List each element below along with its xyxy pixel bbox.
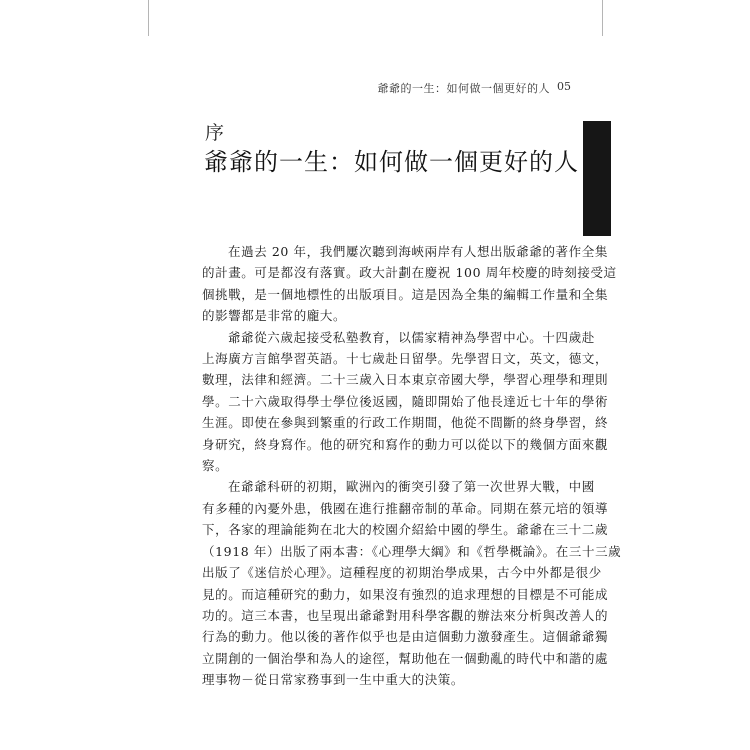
crop-mark <box>148 0 149 36</box>
text-line: 行為的動力。他以後的著作似乎也是由這個動力激發產生。這個爺爺獨 <box>202 629 609 645</box>
text-line: 在爺爺科研的初期，歐洲內的衝突引發了第一次世界大戰，中國 <box>228 479 595 495</box>
paragraph-3 <box>202 476 622 690</box>
text-line: 出版了《迷信於心理》。這種程度的初期治學成果，古今中外都是很少 <box>202 565 602 581</box>
section-kicker: 序 <box>205 122 225 144</box>
text-line: 的計畫。可是都沒有落實。政大計劃在慶祝 100 周年校慶的時刻接受這 <box>202 265 617 281</box>
page-number: 05 <box>557 80 571 93</box>
running-header-title: 爺爺的一生：如何做一個更好的人 <box>377 82 550 95</box>
text-line: 下，各家的理論能夠在北大的校園介紹給中國的學生。爺爺在三十二歲 <box>202 522 609 538</box>
chapter-title: 爺爺的一生：如何做一個更好的人 <box>204 148 579 176</box>
text-line: 在過去 20 年，我們屢次聽到海峽兩岸有人想出版爺爺的著作全集 <box>228 244 608 259</box>
text-line: 立開創的一個治學和為人的途徑，幫助他在一個動亂的時代中和諧的處 <box>202 650 609 666</box>
text-line: 爺爺從六歲起接受私塾教育，以儒家精神為學習中心。十四歲赴 <box>228 329 595 345</box>
text-line: 數理，法律和經濟。二十三歲入日本東京帝國大學，學習心理學和理則 <box>202 372 609 388</box>
text-line: 見的。而這種研究的動力，如果沒有強烈的追求理想的目標是不可能成 <box>202 586 609 602</box>
text-line: 身研究，終身寫作。他的研究和寫作的動力可以從以下的幾個方面來觀 <box>202 436 609 452</box>
paragraph-2 <box>202 327 609 477</box>
paragraph-1 <box>202 241 617 327</box>
text-line: 的影響都是非常的龐大。 <box>202 308 347 324</box>
text-line: 生涯。即使在參與到繁重的行政工作期間，他從不間斷的終身學習，終 <box>202 415 609 431</box>
text-line: 有多種的內憂外患，俄國在進行推翻帝制的革命。同期在蔡元培的領導 <box>202 500 609 516</box>
text-line: 功的。這三本書，也呈現出爺爺對用科學客觀的辦法來分析與改善人的 <box>202 607 609 623</box>
text-line: 學。二十六歲取得學士學位後返國，隨即開始了他長達近七十年的學術 <box>202 393 609 409</box>
text-line: 上海廣方言館學習英語。十七歲赴日留學。先學習日文，英文，德文， <box>202 351 609 367</box>
crop-mark <box>602 0 603 36</box>
text-line: 理事物－從日常家務事到一生中重大的決策。 <box>202 672 465 688</box>
chapter-thumb-tab <box>583 121 611 236</box>
body-text <box>202 241 622 691</box>
text-line: 個挑戰，是一個地標性的出版項目。這是因為全集的編輯工作量和全集 <box>202 286 609 302</box>
text-line: 察。 <box>202 458 229 474</box>
text-line: （1918 年）出版了兩本書：《心理學大綱》和《哲學概論》。在三十三歲 <box>202 543 622 559</box>
